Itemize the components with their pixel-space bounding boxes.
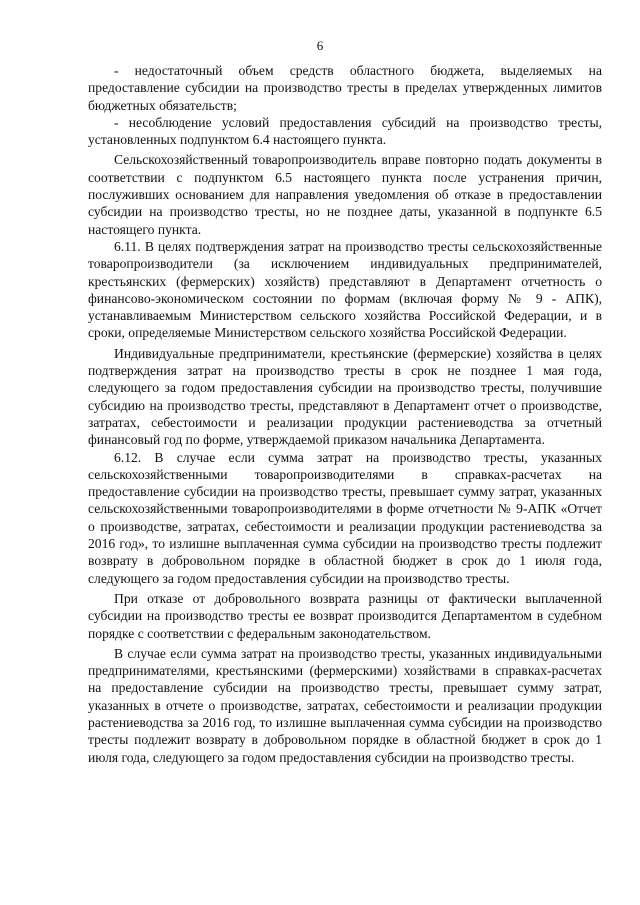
page-number: 6 bbox=[316, 38, 324, 53]
paragraph-individual-entrepreneurs: Индивидуальные предприниматели, крестьянские (фермерские) хозяйства в целях подтверждения затрат на производство тресты в срок не позднее 1 мая года, следующего за годом предоставления субсидии на производство тресты, получившие субсидию на производство тресты, представляют в Департамент отчет о производстве, затратах, себестоимости и реализации продукции растениеводства за отчетный финансовый год по форме, утверждаемой приказом начальника Департамента. bbox=[88, 345, 602, 448]
paragraph-6-11: 6.11. В целях подтверждения затрат на производство тресты сельскохозяйственные товаропроизводители (за исключением индивидуальных предпринимателей, крестьянских (фермерских) хозяйств) представляют в Департамент отчетность о финансово-экономическом состоянии по формам (включая форму № 9 - АПК), устанавливаемым Министерством сельского хозяйства Российской Федерации, и в сроки, определяемые Министерством сельского хозяйства Российской Федерации. bbox=[88, 238, 602, 341]
paragraph-resubmission: Сельскохозяйственный товаропроизводитель вправе повторно подать документы в соответствии с подпунктом 6.5 настоящего пункта после устранения причин, послуживших основанием для направления уведомления об отказе в предоставлении субсидии на производство тресты, но не позднее даты, указанной в подпункте 6.5 настоящего пункта. bbox=[88, 152, 602, 237]
paragraph-refusal-refund: При отказе от добровольного возврата разницы от фактически выплаченной субсидии на производство тресты ее возврат производится Департаментом в судебном порядке с соответствии с федеральным законодательством. bbox=[88, 590, 602, 641]
document-body bbox=[88, 62, 602, 766]
paragraph-entrepreneur-refund: В случае если сумма затрат на производство тресты, указанных индивидуальными предпринимателями, крестьянскими (фермерскими) хозяйствами в справках-расчетах на предоставление субсидии на производство тресты, превышает сумму затрат, указанных в отчете о производстве, затратах, себестоимости и реализации продукции растениеводства за 2016 год, то излишне выплаченная сумма субсидии на производство тресты подлежит возврату в добровольном порядке в областной бюджет в срок до 1 июля года, следующего за годом предоставления субсидии на производство тресты. bbox=[88, 645, 602, 765]
paragraph-non-compliance: - несоблюдение условий предоставления субсидий на производство тресты, установленных подпунктом 6.4 настоящего пункта. bbox=[88, 114, 602, 148]
paragraph-insufficient-funds: - недостаточный объем средств областного бюджета, выделяемых на предоставление субсидии на производство тресты в пределах утвержденных лимитов бюджетных обязательств; bbox=[88, 63, 602, 113]
paragraph-6-12: 6.12. В случае если сумма затрат на производство тресты, указанных сельскохозяйственными товаропроизводителями в справках-расчетах на предоставление субсидии на производство тресты, превышает сумму затрат, указанных сельскохозяйственными товаропроизводителями в форме отчетности № 9-АПК «Отчет о производстве, затратах, себестоимости и реализации продукции растениеводства за 2016 год», то излишне выплаченная сумма субсидии на производство тресты подлежит возврату в добровольном порядке в областной бюджет в срок до 1 июля года, следующего за годом предоставления субсидии на производство тресты. bbox=[88, 449, 602, 586]
